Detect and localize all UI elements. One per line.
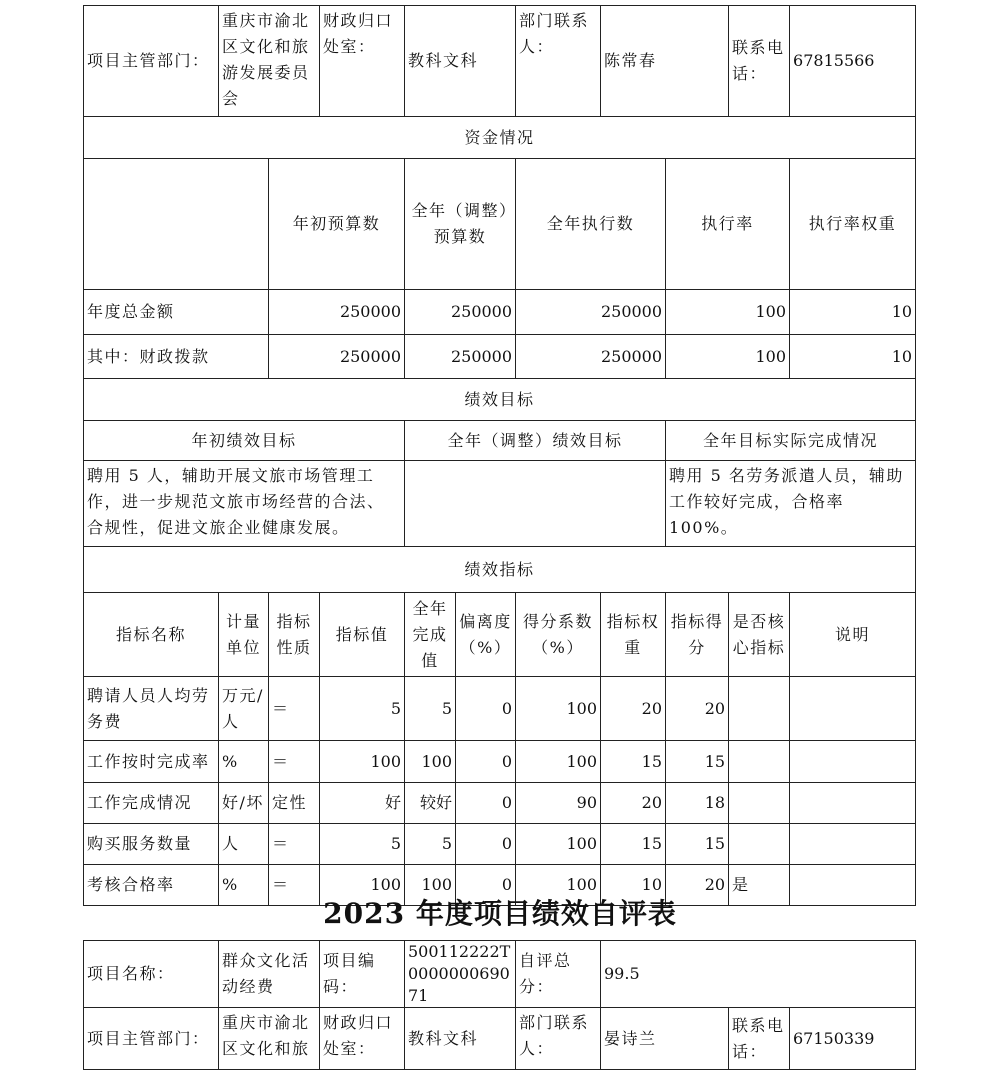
project-label: 项目名称： — [84, 941, 219, 1008]
ind-coef: 100 — [516, 865, 601, 906]
funds-section-title: 资金情况 — [84, 117, 916, 159]
funds-weight: 10 — [790, 335, 916, 379]
ind-core — [729, 783, 790, 824]
indicators-header-row — [84, 593, 916, 677]
ind-deviation: 0 — [456, 741, 516, 783]
ind-unit: 万元/人 — [219, 677, 269, 741]
ind-note — [790, 824, 916, 865]
ind-col-core: 是否核心指标 — [729, 593, 790, 677]
ind-note — [790, 783, 916, 824]
ind-weight: 15 — [601, 824, 666, 865]
contact-value: 陈常春 — [601, 6, 729, 117]
goals-section-row — [84, 379, 916, 421]
fin-value: 教科文科 — [405, 6, 516, 117]
funds-initial: 250000 — [269, 290, 405, 335]
indicators-section-row — [84, 547, 916, 593]
ind-score: 20 — [666, 677, 729, 741]
ind-value: 100 — [320, 865, 405, 906]
ind-coef: 100 — [516, 824, 601, 865]
ind-coef: 100 — [516, 741, 601, 783]
ind-deviation: 0 — [456, 865, 516, 906]
dept-value: 重庆市渝北区文化和旅 — [219, 1008, 320, 1070]
fin-value: 教科文科 — [405, 1008, 516, 1070]
ind-col-complete: 全年完成值 — [405, 593, 456, 677]
dept-label: 项目主管部门： — [84, 1008, 219, 1070]
ind-name: 工作完成情况 — [84, 783, 219, 824]
phone-value: 67815566 — [790, 6, 916, 117]
dept-value: 重庆市渝北区文化和旅游发展委员会 — [219, 6, 320, 117]
ind-col-note: 说明 — [790, 593, 916, 677]
indicator-row — [84, 783, 916, 824]
fin-label: 财政归口处室： — [320, 1008, 405, 1070]
funds-adjusted: 250000 — [405, 290, 516, 335]
ind-value: 5 — [320, 824, 405, 865]
funds-initial: 250000 — [269, 335, 405, 379]
ind-unit: % — [219, 865, 269, 906]
ind-deviation: 0 — [456, 783, 516, 824]
ind-col-nature: 指标性质 — [269, 593, 320, 677]
ind-col-weight: 指标权重 — [601, 593, 666, 677]
funds-col-rate: 执行率 — [666, 159, 790, 290]
ind-complete: 100 — [405, 741, 456, 783]
phone-label: 联系电话： — [729, 1008, 790, 1070]
funds-header-blank — [84, 159, 269, 290]
ind-complete: 较好 — [405, 783, 456, 824]
goals-header-row — [84, 421, 916, 461]
funds-row — [84, 290, 916, 335]
ind-unit: % — [219, 741, 269, 783]
ind-note — [790, 677, 916, 741]
ind-nature: ＝ — [269, 824, 320, 865]
funds-col-executed: 全年执行数 — [516, 159, 666, 290]
phone-value: 67150339 — [790, 1008, 916, 1070]
goals-col-initial: 年初绩效目标 — [84, 421, 405, 461]
indicators-section-title: 绩效指标 — [84, 547, 916, 593]
second-form-title: 2023 年度项目绩效自评表 — [323, 897, 677, 930]
indicator-row — [84, 677, 916, 741]
ind-score: 18 — [666, 783, 729, 824]
goals-actual-text: 聘用 5 名劳务派遣人员，辅助工作较好完成，合格率100%。 — [666, 461, 916, 547]
ind-value: 好 — [320, 783, 405, 824]
ind-col-coef: 得分系数（%） — [516, 593, 601, 677]
funds-row-label: 年度总金额 — [84, 290, 269, 335]
funds-weight: 10 — [790, 290, 916, 335]
ind-nature: ＝ — [269, 865, 320, 906]
ind-value: 100 — [320, 741, 405, 783]
project-row — [84, 941, 916, 1008]
performance-table — [83, 5, 916, 906]
score-label: 自评总分： — [516, 941, 601, 1008]
ind-weight: 15 — [601, 741, 666, 783]
ind-score: 15 — [666, 741, 729, 783]
funds-adjusted: 250000 — [405, 335, 516, 379]
code-label: 项目编码： — [320, 941, 405, 1008]
dept-label: 项目主管部门： — [84, 6, 219, 117]
ind-unit: 人 — [219, 824, 269, 865]
ind-core — [729, 824, 790, 865]
ind-value: 5 — [320, 677, 405, 741]
ind-nature: ＝ — [269, 677, 320, 741]
ind-weight: 20 — [601, 677, 666, 741]
second-form-table — [83, 940, 916, 1070]
funds-col-weight: 执行率权重 — [790, 159, 916, 290]
goals-col-actual: 全年目标实际完成情况 — [666, 421, 916, 461]
project-value: 群众文化活动经费 — [219, 941, 320, 1008]
ind-coef: 90 — [516, 783, 601, 824]
ind-note — [790, 741, 916, 783]
ind-name: 工作按时完成率 — [84, 741, 219, 783]
funds-rate: 100 — [666, 290, 790, 335]
funds-section-row — [84, 117, 916, 159]
indicator-row — [84, 741, 916, 783]
funds-row-label: 其中：财政拨款 — [84, 335, 269, 379]
indicator-row — [84, 824, 916, 865]
ind-deviation: 0 — [456, 824, 516, 865]
funds-col-adjusted: 全年（调整）预算数 — [405, 159, 516, 290]
score-value: 99.5 — [601, 941, 916, 1008]
ind-nature: ＝ — [269, 741, 320, 783]
ind-col-score: 指标得分 — [666, 593, 729, 677]
ind-complete: 100 — [405, 865, 456, 906]
funds-row — [84, 335, 916, 379]
goals-adjusted-text — [405, 461, 666, 547]
ind-complete: 5 — [405, 824, 456, 865]
funds-executed: 250000 — [516, 290, 666, 335]
dept-row — [84, 6, 916, 117]
ind-complete: 5 — [405, 677, 456, 741]
funds-col-initial: 年初预算数 — [269, 159, 405, 290]
goals-section-title: 绩效目标 — [84, 379, 916, 421]
goals-col-adjusted: 全年（调整）绩效目标 — [405, 421, 666, 461]
ind-core: 是 — [729, 865, 790, 906]
goals-content-row — [84, 461, 916, 547]
ind-weight: 10 — [601, 865, 666, 906]
contact-label: 部门联系人： — [516, 6, 601, 117]
ind-col-value: 指标值 — [320, 593, 405, 677]
ind-col-name: 指标名称 — [84, 593, 219, 677]
code-value: 500112222T000000069071 — [405, 941, 516, 1008]
fin-label: 财政归口处室： — [320, 6, 405, 117]
ind-core — [729, 677, 790, 741]
ind-weight: 20 — [601, 783, 666, 824]
ind-nature: 定性 — [269, 783, 320, 824]
ind-score: 15 — [666, 824, 729, 865]
funds-executed: 250000 — [516, 335, 666, 379]
dept-row — [84, 1008, 916, 1070]
funds-header-row — [84, 159, 916, 290]
ind-col-deviation: 偏离度（%） — [456, 593, 516, 677]
ind-name: 考核合格率 — [84, 865, 219, 906]
contact-label: 部门联系人： — [516, 1008, 601, 1070]
ind-deviation: 0 — [456, 677, 516, 741]
goals-initial-text: 聘用 5 人，辅助开展文旅市场管理工作，进一步规范文旅市场经营的合法、合规性，促进文旅企业健康发展。 — [84, 461, 405, 547]
funds-rate: 100 — [666, 335, 790, 379]
contact-value: 晏诗兰 — [601, 1008, 729, 1070]
ind-core — [729, 741, 790, 783]
ind-score: 20 — [666, 865, 729, 906]
ind-coef: 100 — [516, 677, 601, 741]
ind-col-unit: 计量单位 — [219, 593, 269, 677]
ind-name: 聘请人员人均劳务费 — [84, 677, 219, 741]
ind-unit: 好/坏 — [219, 783, 269, 824]
ind-name: 购买服务数量 — [84, 824, 219, 865]
phone-label: 联系电话： — [729, 6, 790, 117]
